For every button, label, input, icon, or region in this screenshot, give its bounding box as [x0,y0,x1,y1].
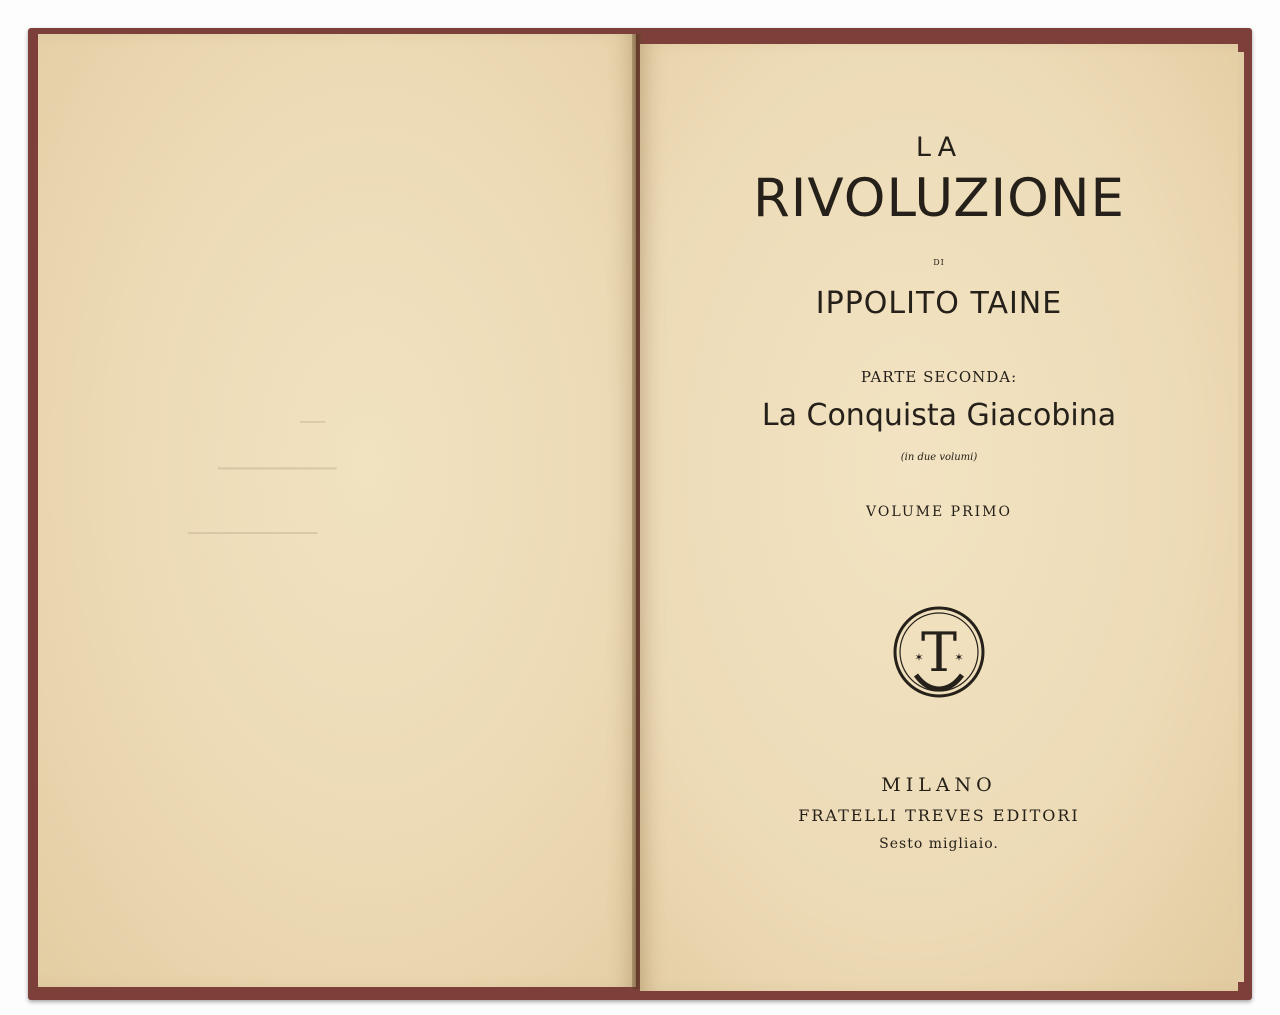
title-article: LA [915,132,963,163]
edition-note: Sesto migliaio. [879,836,999,852]
part-label: PARTE SECONDA: [860,368,1018,386]
author-name: IPPOLITO TAINE [815,286,1063,321]
page-edges [1238,52,1244,982]
book-subtitle: La Conquista Giacobina [761,398,1117,433]
volumes-note: (in due volumi) [900,452,978,463]
by-line: DI [933,258,945,267]
publisher-name: FRATELLI TREVES EDITORI [798,806,1080,825]
svg-text:✶: ✶ [954,651,964,664]
publisher-emblem-icon [892,605,986,699]
show-through-text: ▁▁▁▁▁▁▁▁▁▁▁ [218,454,337,470]
publication-city: MILANO [881,774,997,796]
show-through-text: ▁▁▁ [300,410,326,423]
show-through-text: ▁▁▁▁▁▁▁▁▁▁▁▁▁▁ [188,520,318,534]
volume-label: VOLUME PRIMO [866,504,1012,520]
emblem-letter: T [920,621,958,684]
left-page [38,34,636,987]
svg-text:✶: ✶ [914,651,924,664]
book-title: RIVOLUZIONE [752,168,1126,229]
